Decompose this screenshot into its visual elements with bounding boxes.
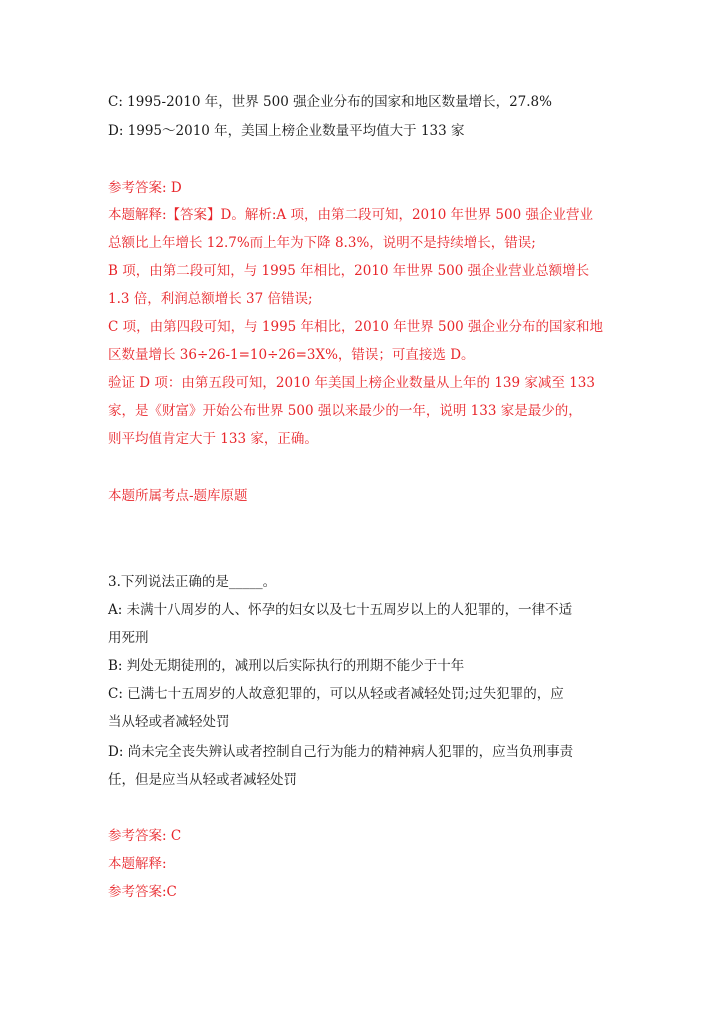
q3-answer: 参考答案: C [108,828,182,844]
q3-option-b: B: 判处无期徒刑的，减刑以后实际执行的刑期不能少于十年 [108,658,465,674]
q3-option-c-line: C: 已满七十五周岁的人故意犯罪的，可以从轻或者减轻处罚;过失犯罪的，应 [108,686,564,702]
q2-explanation-line: 区数量增长 36÷26-1=10÷26=3X%，错误；可直接选 D。 [108,347,475,363]
q2-explanation-line: 家，是《财富》开始公布世界 500 强以来最少的一年，说明 133 家是最少的， [108,403,582,419]
q2-explanation-line: B 项，由第二段可知，与 1995 年相比，2010 年世界 500 强企业营业总额增长 [108,263,590,279]
q3-answer-repeat: 参考答案:C [108,884,177,900]
q3-option-c-line: 当从轻或者减轻处罚 [108,714,230,730]
q3-option-d-line: 任，但是应当从轻或者减轻处罚 [108,772,297,788]
q3-option-a-line: 用死刑 [108,630,149,646]
q2-explanation-line: 1.3 倍，利润总额增长 37 倍错误; [108,291,313,307]
q3-option-a-line: A: 未满十八周岁的人、怀孕的妇女以及七十五周岁以上的人犯罪的，一律不适 [108,602,573,618]
q2-option-c: C: 1995-2010 年，世界 500 强企业分布的国家和地区数量增长，27.8% [108,94,552,110]
q2-answer: 参考答案: D [108,180,182,196]
q3-question: 3.下列说法正确的是_____。 [108,574,277,590]
q2-explanation-line: C 项，由第四段可知，与 1995 年相比，2010 年世界 500 强企业分布的国家和地 [108,319,604,335]
q2-category: 本题所属考点-题库原题 [108,488,248,504]
q2-option-d: D: 1995～2010 年，美国上榜企业数量平均值大于 133 家 [108,123,465,139]
q2-explanation-line: 验证 D 项：由第五段可知，2010 年美国上榜企业数量从上年的 139 家减至 133 [108,375,595,391]
q3-explanation-label: 本题解释: [108,856,167,872]
q3-option-d-line: D: 尚未完全丧失辨认或者控制自己行为能力的精神病人犯罪的，应当负刑事责 [108,744,574,760]
q2-explanation-line: 则平均值肯定大于 133 家，正确。 [108,431,318,447]
q2-explanation-line: 总额比上年增长 12.7%而上年为下降 8.3%，说明不是持续增长，错误; [108,235,536,251]
q2-explanation-line: 本题解释:【答案】D。解析:A 项，由第二段可知，2010 年世界 500 强企业营业 [108,207,593,223]
